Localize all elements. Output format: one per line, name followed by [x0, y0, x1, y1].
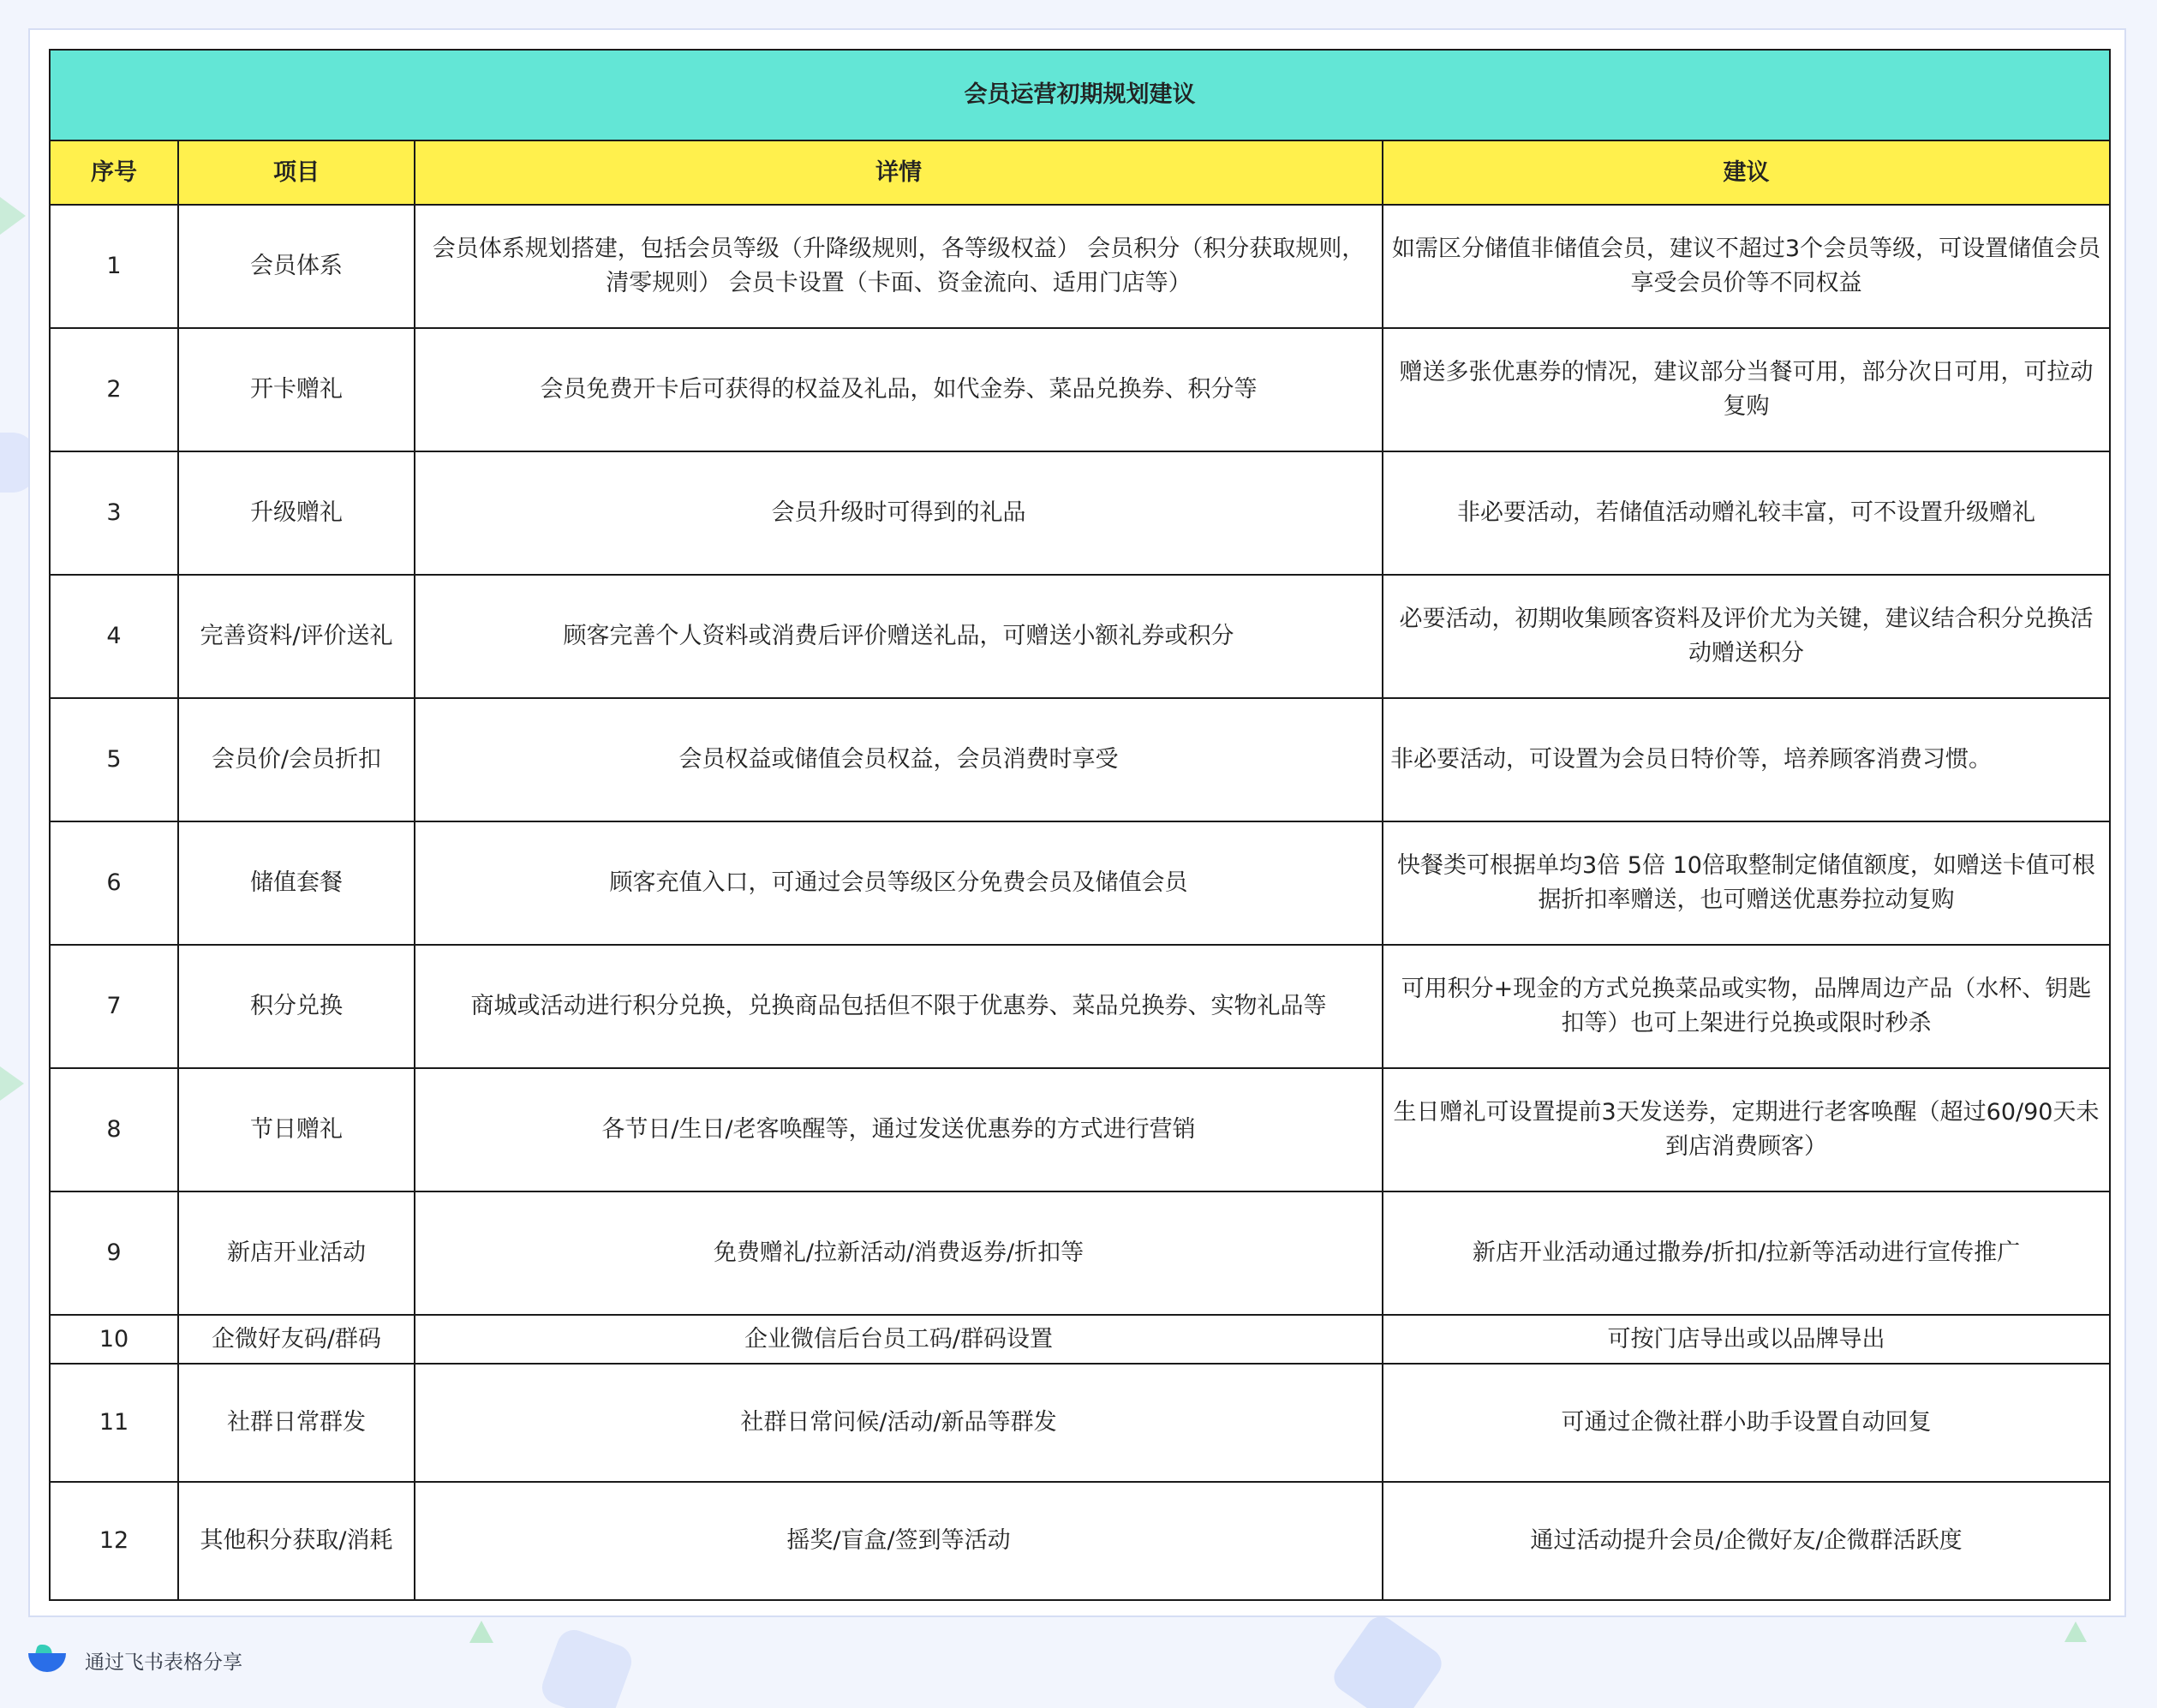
cell-details[interactable]: 顾客完善个人资料或消费后评价赠送礼品，可赠送小额礼券或积分	[415, 575, 1383, 698]
spreadsheet-card	[28, 28, 2126, 1617]
cell-details[interactable]: 顾客充值入口，可通过会员等级区分免费会员及储值会员	[415, 821, 1383, 945]
cell-details[interactable]: 会员体系规划搭建，包括会员等级（升降级规则，各等级权益） 会员积分（积分获取规则，清零规则） 会员卡设置（卡面、资金流向、适用门店等）	[415, 205, 1383, 328]
cell-details[interactable]: 会员权益或储值会员权益，会员消费时享受	[415, 698, 1383, 821]
cell-item[interactable]: 升级赠礼	[178, 451, 415, 575]
header-index[interactable]: 序号	[50, 140, 178, 205]
cell-details[interactable]: 会员升级时可得到的礼品	[415, 451, 1383, 575]
cell-item[interactable]: 会员体系	[178, 205, 415, 328]
cell-index[interactable]: 5	[50, 698, 178, 821]
cell-suggestion[interactable]: 必要活动，初期收集顾客资料及评价尤为关键，建议结合积分兑换活动赠送积分	[1383, 575, 2110, 698]
cell-index[interactable]: 8	[50, 1068, 178, 1191]
header-details[interactable]: 详情	[415, 140, 1383, 205]
cell-item[interactable]: 会员价/会员折扣	[178, 698, 415, 821]
cell-index[interactable]: 3	[50, 451, 178, 575]
cell-details[interactable]: 会员免费开卡后可获得的权益及礼品，如代金券、菜品兑换券、积分等	[415, 328, 1383, 451]
decorative-shape	[537, 1625, 636, 1708]
cell-suggestion[interactable]: 可通过企微社群小助手设置自动回复	[1383, 1364, 2110, 1482]
share-footer-text: 通过飞书表格分享	[85, 1651, 242, 1674]
cell-suggestion[interactable]: 如需区分储值非储值会员，建议不超过3个会员等级，可设置储值会员享受会员价等不同权益	[1383, 205, 2110, 328]
plan-table	[49, 49, 2111, 1601]
table-title[interactable]: 会员运营初期规划建议	[50, 50, 2110, 140]
decorative-shape	[2064, 1621, 2087, 1642]
table-row	[50, 205, 2110, 328]
table-row	[50, 451, 2110, 575]
cell-index[interactable]: 6	[50, 821, 178, 945]
share-footer	[28, 1643, 242, 1677]
table-row	[50, 945, 2110, 1068]
cell-suggestion[interactable]: 生日赠礼可设置提前3天发送券，定期进行老客唤醒（超过60/90天未到店消费顾客）	[1383, 1068, 2110, 1191]
cell-suggestion[interactable]: 赠送多张优惠券的情况，建议部分当餐可用，部分次日可用，可拉动复购	[1383, 328, 2110, 451]
cell-details[interactable]: 摇奖/盲盒/签到等活动	[415, 1482, 1383, 1600]
cell-index[interactable]: 10	[50, 1315, 178, 1364]
cell-suggestion[interactable]: 可用积分+现金的方式兑换菜品或实物，品牌周边产品（水杯、钥匙扣等）也可上架进行兑换或限时秒杀	[1383, 945, 2110, 1068]
table-row	[50, 1364, 2110, 1482]
cell-item[interactable]: 其他积分获取/消耗	[178, 1482, 415, 1600]
decorative-shape	[1328, 1610, 1447, 1708]
cell-index[interactable]: 12	[50, 1482, 178, 1600]
cell-index[interactable]: 2	[50, 328, 178, 451]
decorative-shape	[0, 1066, 24, 1101]
feishu-logo-icon	[28, 1643, 68, 1677]
header-suggestion[interactable]: 建议	[1383, 140, 2110, 205]
cell-suggestion[interactable]: 通过活动提升会员/企微好友/企微群活跃度	[1383, 1482, 2110, 1600]
table-row	[50, 1191, 2110, 1315]
title-row	[50, 50, 2110, 140]
cell-suggestion[interactable]: 新店开业活动通过撒券/折扣/拉新等活动进行宣传推广	[1383, 1191, 2110, 1315]
cell-suggestion[interactable]: 非必要活动，若储值活动赠礼较丰富，可不设置升级赠礼	[1383, 451, 2110, 575]
table-row	[50, 821, 2110, 945]
cell-details[interactable]: 免费赠礼/拉新活动/消费返券/折扣等	[415, 1191, 1383, 1315]
cell-details[interactable]: 商城或活动进行积分兑换，兑换商品包括但不限于优惠券、菜品兑换券、实物礼品等	[415, 945, 1383, 1068]
cell-item[interactable]: 储值套餐	[178, 821, 415, 945]
header-item[interactable]: 项目	[178, 140, 415, 205]
decorative-shape	[469, 1621, 493, 1643]
cell-item[interactable]: 完善资料/评价送礼	[178, 575, 415, 698]
cell-item[interactable]: 新店开业活动	[178, 1191, 415, 1315]
cell-item[interactable]: 开卡赠礼	[178, 328, 415, 451]
table-row	[50, 698, 2110, 821]
decorative-shape	[0, 197, 26, 235]
cell-item[interactable]: 节日赠礼	[178, 1068, 415, 1191]
table-row	[50, 328, 2110, 451]
table-row	[50, 1068, 2110, 1191]
cell-details[interactable]: 社群日常问候/活动/新品等群发	[415, 1364, 1383, 1482]
cell-suggestion[interactable]: 非必要活动，可设置为会员日特价等，培养顾客消费习惯。	[1383, 698, 2110, 821]
cell-index[interactable]: 11	[50, 1364, 178, 1482]
cell-index[interactable]: 4	[50, 575, 178, 698]
cell-index[interactable]: 1	[50, 205, 178, 328]
cell-details[interactable]: 企业微信后台员工码/群码设置	[415, 1315, 1383, 1364]
cell-item[interactable]: 社群日常群发	[178, 1364, 415, 1482]
table-row	[50, 1482, 2110, 1600]
cell-item[interactable]: 企微好友码/群码	[178, 1315, 415, 1364]
table-row	[50, 1315, 2110, 1364]
cell-index[interactable]: 7	[50, 945, 178, 1068]
table-row	[50, 575, 2110, 698]
cell-item[interactable]: 积分兑换	[178, 945, 415, 1068]
cell-details[interactable]: 各节日/生日/老客唤醒等，通过发送优惠券的方式进行营销	[415, 1068, 1383, 1191]
cell-suggestion[interactable]: 快餐类可根据单均3倍 5倍 10倍取整制定储值额度，如赠送卡值可根据折扣率赠送，也可赠送优惠券拉动复购	[1383, 821, 2110, 945]
header-row	[50, 140, 2110, 205]
cell-index[interactable]: 9	[50, 1191, 178, 1315]
cell-suggestion[interactable]: 可按门店导出或以品牌导出	[1383, 1315, 2110, 1364]
